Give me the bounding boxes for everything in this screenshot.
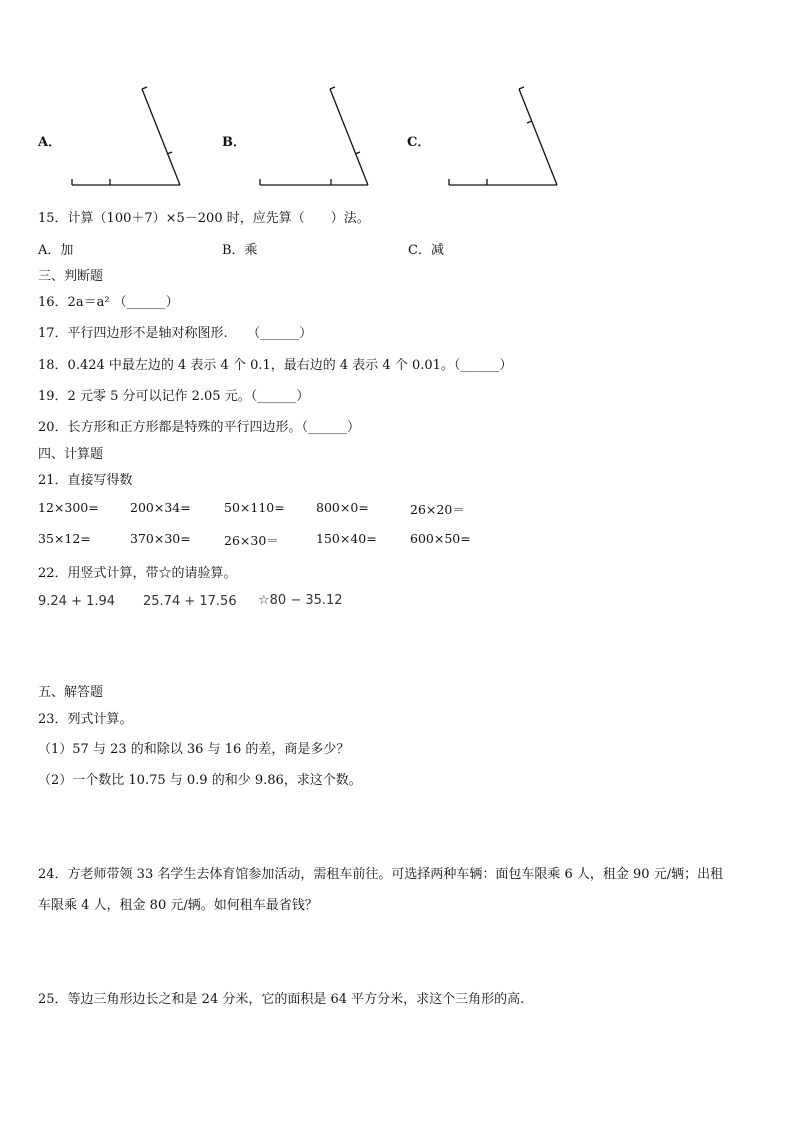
q22-item: 9.24 + 1.94 [38,594,116,609]
q14-option-a-figure [70,85,185,190]
q15-option-c: C．减 [408,243,444,258]
q18-text: 18．0.424 中最左边的 4 表示 4 个 0.1，最右边的 4 表示 4 个 0.01。（______） [38,358,513,373]
q15-text: 15．计算（100＋7）×5－200 时，应先算（ ）法。 [38,211,370,226]
q24-line2: 车限乘 4 人，租金 80 元/辆。如何租车最省钱？ [38,898,318,913]
section-4-heading: 四、计算题 [38,447,104,462]
q21-item: 600×50= [410,531,471,546]
q21-item: 50×110= [224,500,285,515]
ruler-slant-line [142,89,180,185]
q23-sub2: （2）一个数比 10.75 与 0.9 的和少 9.86，求这个数。 [38,773,362,788]
q21-item: 150×40= [316,531,377,546]
section-5-heading: 五、解答题 [38,685,104,700]
q14-option-b-figure [258,85,373,190]
q21-item: 800×0= [316,500,369,515]
q24-line1: 24．方老师带领 33 名学生去体育馆参加活动，需租车前往。可选择两种车辆：面包车限乘 6 人，租金 90 元/辆；出租 [38,867,724,882]
q23-title: 23．列式计算。 [38,712,133,727]
q21-item: 26×20＝ [410,502,465,517]
q14-option-c-figure [447,85,562,190]
q23-sub1: （1）57 与 23 的和除以 36 与 16 的差，商是多少？ [38,742,350,757]
q14-option-a-label: A． [38,135,62,150]
q21-item: 26×30＝ [224,533,279,548]
q14-option-b-label: B． [222,135,246,150]
q14-option-c-label: C． [407,135,431,150]
q21-title: 21．直接写得数 [38,473,133,488]
q16-text: 16．2a＝a² （______） [38,295,179,310]
q19-text: 19．2 元零 5 分可以记作 2.05 元。（______） [38,389,310,404]
q22-title: 22．用竖式计算，带☆的请验算。 [38,566,237,581]
q21-item: 370×30= [130,531,191,546]
q25-text: 25．等边三角形边长之和是 24 分米，它的面积是 64 平方分米，求这个三角形的高. [38,992,525,1007]
q20-text: 20．长方形和正方形都是特殊的平行四边形。（______） [38,420,361,435]
q21-item: 35×12= [38,531,91,546]
q17-text: 17．平行四边形不是轴对称图形. （______） [38,326,313,341]
q15-option-a: A．加 [38,243,74,258]
q21-item: 200×34= [130,500,191,515]
section-3-heading: 三、判断题 [38,269,104,284]
q22-item-starred: ☆80 − 35.12 [258,593,343,608]
q22-item: 25.74 + 17.56 [143,594,237,609]
q15-option-b: B．乘 [222,243,258,258]
q21-item: 12×300= [38,500,99,515]
